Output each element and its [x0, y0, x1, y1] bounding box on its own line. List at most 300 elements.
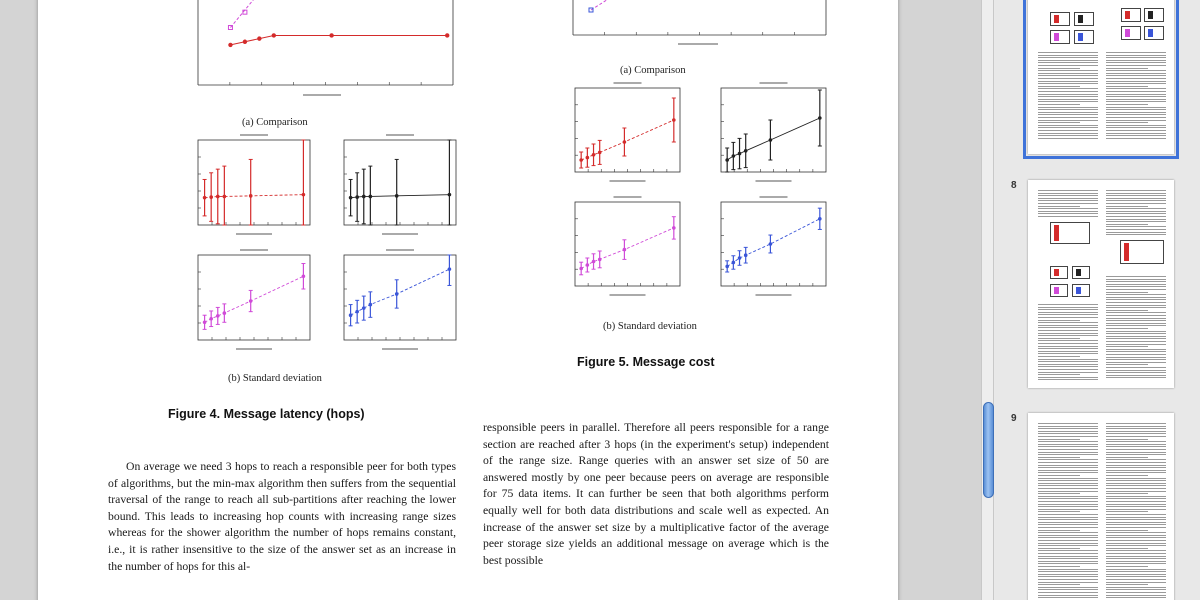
- thumbnail-text-line: [1038, 94, 1098, 95]
- thumbnail-text-line: [1038, 540, 1098, 541]
- thumbnail-text-line: [1106, 589, 1166, 590]
- thumbnail-text-line: [1038, 88, 1098, 89]
- thumbnail-figure: [1050, 222, 1090, 244]
- thumbnail-text-line: [1106, 377, 1166, 378]
- fig4b-blue-data-point: [369, 303, 373, 307]
- thumbnail-text-line: [1106, 325, 1166, 326]
- thumbnail-text-line: [1038, 483, 1098, 484]
- fig4b-magenta-data-point: [216, 314, 220, 318]
- thumbnail-text-line: [1038, 550, 1098, 551]
- fig4b-magenta-title-text: [240, 249, 268, 251]
- fig4b-red-xlabel-text: [236, 233, 272, 235]
- thumbnail-text-line: [1038, 452, 1098, 453]
- fig5b-black-data-point: [769, 138, 773, 142]
- fig5b-blue-title-text: [760, 196, 788, 198]
- thumbnail-figure: [1074, 12, 1094, 26]
- thumbnail-text-line: [1106, 563, 1166, 564]
- fig4b-red-data-point: [223, 195, 227, 199]
- thumbnail-figure-mark: [1076, 269, 1081, 276]
- thumbnail-figure-mark: [1148, 11, 1153, 19]
- thumbnail-text-line: [1038, 592, 1098, 593]
- fig5b-red-title-text: [614, 82, 642, 84]
- fig4b-magenta-data-point: [249, 299, 253, 303]
- thumbnail-figure-mark: [1054, 287, 1059, 294]
- thumbnail-text-line: [1038, 457, 1080, 458]
- thumbnail-text-line: [1106, 457, 1148, 458]
- page-thumbnail-8[interactable]: [1028, 180, 1174, 388]
- thumbnail-text-line: [1038, 340, 1098, 341]
- thumbnail-text-line: [1038, 127, 1098, 128]
- thumbnail-text-line: [1038, 374, 1080, 375]
- fig4b-blue-title-text: [386, 249, 414, 251]
- thumbnail-text-line: [1038, 200, 1098, 201]
- thumbnail-text-line: [1038, 558, 1098, 559]
- fig5b-magenta-data-point: [586, 263, 590, 267]
- thumbnail-text-line: [1106, 94, 1166, 95]
- thumbnail-text-line: [1106, 465, 1166, 466]
- thumbnail-text-line: [1106, 550, 1166, 551]
- thumbnail-text-line: [1038, 537, 1098, 538]
- thumbnail-text-line: [1106, 307, 1166, 308]
- thumbnail-text-line: [1038, 133, 1098, 134]
- thumbnail-text-line: [1106, 52, 1166, 53]
- thumbnail-text-line: [1038, 491, 1098, 492]
- thumbnail-text-line: [1106, 579, 1166, 580]
- thumbnail-text-line: [1038, 514, 1098, 515]
- thumbnail-text-line: [1038, 356, 1080, 357]
- thumbnail-text-line: [1038, 446, 1098, 447]
- thumbnail-text-line: [1038, 70, 1098, 71]
- thumbnail-text-line: [1038, 343, 1098, 344]
- thumbnail-text-line: [1106, 55, 1166, 56]
- thumbnail-text-line: [1038, 441, 1098, 442]
- thumbnail-text-line: [1106, 211, 1166, 212]
- thumbnail-text-line: [1038, 509, 1098, 510]
- thumbnail-text-line: [1106, 444, 1166, 445]
- thumbnail-text-line: [1038, 112, 1098, 113]
- thumbnail-text-line: [1106, 200, 1166, 201]
- thumbnail-text-line: [1038, 488, 1098, 489]
- thumbnail-text-line: [1106, 467, 1166, 468]
- thumbnail-text-line: [1106, 364, 1148, 365]
- thumbnail-text-line: [1106, 135, 1166, 136]
- thumbnail-text-line: [1106, 104, 1148, 105]
- fig5b-black-data-point: [818, 116, 822, 120]
- thumbnail-text-line: [1106, 81, 1166, 82]
- thumbnail-text-line: [1106, 548, 1148, 549]
- thumbnail-text-line: [1106, 485, 1166, 486]
- thumbnail-figure-mark: [1078, 33, 1083, 41]
- fig5b-magenta-data-point: [598, 258, 602, 262]
- thumbnail-text-line: [1106, 336, 1166, 337]
- thumbnail-text-line: [1038, 206, 1080, 207]
- thumbnail-text-line: [1038, 73, 1098, 74]
- fig4b-black-frame: [344, 140, 456, 225]
- thumbnail-text-line: [1038, 114, 1098, 115]
- scrollbar-thumb[interactable]: [983, 402, 994, 498]
- thumbnail-text-line: [1038, 52, 1098, 53]
- thumbnail-text-line: [1106, 354, 1166, 355]
- thumbnail-text-line: [1038, 314, 1098, 315]
- fig4a-minmax-line: [230, 0, 288, 28]
- thumbnail-text-line: [1038, 377, 1098, 378]
- thumbnail-text-line: [1106, 297, 1166, 298]
- thumbnail-text-line: [1106, 213, 1166, 214]
- thumbnail-text-line: [1106, 537, 1166, 538]
- thumbnail-text-line: [1106, 496, 1166, 497]
- thumbnail-text-line: [1106, 294, 1166, 295]
- vertical-scrollbar[interactable]: [981, 0, 994, 600]
- thumbnail-text-line: [1106, 423, 1166, 424]
- fig4a-shower-point: [228, 43, 232, 47]
- thumbnail-text-line: [1038, 532, 1098, 533]
- thumbnail-text-line: [1106, 117, 1166, 118]
- thumbnail-text-line: [1038, 120, 1098, 121]
- thumbnail-text-line: [1038, 330, 1098, 331]
- fig4a-shower-point: [329, 33, 333, 37]
- fig5b-magenta-title-text: [614, 196, 642, 198]
- thumbnail-text-line: [1106, 60, 1166, 61]
- thumbnail-text-line: [1038, 519, 1098, 520]
- thumbnail-text-line: [1106, 428, 1166, 429]
- figure4a-caption: (a) Comparison: [242, 117, 308, 128]
- thumbnail-text-line: [1106, 328, 1148, 329]
- thumbnail-text-line: [1106, 459, 1166, 460]
- thumbnail-text-line: [1106, 517, 1166, 518]
- thumbnail-figure-mark: [1054, 225, 1059, 241]
- fig5b-red-data-point: [623, 140, 627, 144]
- thumbnail-text-line: [1038, 485, 1098, 486]
- thumbnail-text-line: [1038, 213, 1098, 214]
- fig5b-blue-data-point: [725, 265, 729, 269]
- thumbnail-text-line: [1106, 367, 1166, 368]
- thumbnail-text-line: [1038, 122, 1080, 123]
- fig4a-shower-point: [243, 40, 247, 44]
- thumbnail-text-line: [1106, 349, 1166, 350]
- thumbnail-text-line: [1106, 574, 1166, 575]
- thumbnail-text-line: [1106, 506, 1166, 507]
- thumbnail-text-line: [1106, 96, 1166, 97]
- thumbnail-text-line: [1038, 83, 1098, 84]
- thumbnail-text-line: [1038, 428, 1098, 429]
- thumbnail-text-line: [1106, 504, 1166, 505]
- thumbnail-figure: [1120, 240, 1164, 264]
- thumbnail-text-line: [1106, 284, 1166, 285]
- fig4b-black-data-point: [349, 196, 353, 200]
- fig5b-magenta-data-point: [592, 260, 596, 264]
- thumbnail-figure: [1121, 8, 1141, 22]
- thumbnail-text-line: [1106, 203, 1166, 204]
- thumbnail-text-line: [1038, 109, 1098, 110]
- page-number-9: 9: [1011, 413, 1017, 424]
- thumbnail-text-line: [1038, 475, 1080, 476]
- thumbnail-text-line: [1038, 91, 1098, 92]
- fig4b-red-data-point: [209, 195, 213, 199]
- thumbnail-text-line: [1106, 488, 1166, 489]
- thumbnail-text-line: [1038, 208, 1098, 209]
- fig5b-black-data-point: [732, 154, 736, 158]
- thumbnail-text-line: [1038, 511, 1080, 512]
- thumbnail-text-line: [1038, 571, 1098, 572]
- figure5-title: Figure 5. Message cost: [577, 355, 715, 369]
- fig5b-black-data-point: [725, 158, 729, 162]
- body-text-left: On average we need 3 hops to reach a responsible peer for both types of algorithms, but the min-max algorithm then suffers from the sequential traversal of the range to reach all sub-partitions after reaching the lower bound. This leads to increasing hop counts with increasing range sizes whereas for the shower algorithm the number of hops remains constant, i.e., it is rather insensitive to the size of the answer set as an increase in the number of hops for this al-: [108, 460, 456, 573]
- thumbnail-text-line: [1106, 198, 1166, 199]
- thumbnail-text-line: [1038, 436, 1098, 437]
- thumbnail-text-line: [1106, 109, 1166, 110]
- thumbnail-text-line: [1106, 532, 1166, 533]
- thumbnail-text-line: [1038, 459, 1098, 460]
- thumbnail-text-line: [1038, 522, 1098, 523]
- thumbnail-text-line: [1038, 68, 1080, 69]
- thumbnail-text-line: [1038, 125, 1098, 126]
- thumbnail-text-line: [1106, 370, 1166, 371]
- fig4b-magenta-frame: [198, 255, 310, 340]
- thumbnail-text-line: [1106, 498, 1166, 499]
- thumbnail-text-line: [1106, 101, 1166, 102]
- thumbnail-text-line: [1038, 569, 1098, 570]
- figure5a-caption: (a) Comparison: [620, 65, 686, 76]
- thumbnail-text-line: [1106, 530, 1148, 531]
- fig5b-black-data-point: [744, 149, 748, 153]
- thumbnail-text-line: [1106, 193, 1166, 194]
- thumbnail-text-line: [1038, 307, 1098, 308]
- thumbnail-text-line: [1106, 470, 1166, 471]
- thumbnail-text-line: [1038, 338, 1080, 339]
- page-thumbnail-7[interactable]: [1028, 0, 1174, 154]
- thumbnail-text-line: [1038, 582, 1098, 583]
- thumbnail-text-line: [1038, 366, 1098, 367]
- thumbnail-text-line: [1106, 302, 1166, 303]
- pdf-page: [38, 0, 898, 600]
- thumbnail-text-line: [1106, 514, 1166, 515]
- thumbnail-text-line: [1038, 563, 1098, 564]
- fig5b-blue-data-point: [818, 217, 822, 221]
- fig4b-blue-data-point: [448, 267, 452, 271]
- thumbnail-text-line: [1038, 462, 1098, 463]
- thumbnail-text-line: [1106, 478, 1166, 479]
- thumbnail-text-line: [1106, 234, 1166, 235]
- thumbnail-figure-mark: [1054, 269, 1059, 276]
- thumbnail-text-line: [1038, 107, 1098, 108]
- thumbnail-text-line: [1106, 558, 1166, 559]
- thumbnail-text-line: [1106, 315, 1166, 316]
- fig4b-blue-xlabel-text: [382, 348, 418, 350]
- fig4b-black-data-point: [395, 194, 399, 198]
- thumbnail-text-line: [1106, 362, 1166, 363]
- thumbnail-text-line: [1106, 576, 1166, 577]
- thumbnail-figure-mark: [1125, 11, 1130, 19]
- fig5b-blue-frame: [721, 202, 826, 286]
- fig4b-black-data-point: [369, 195, 373, 199]
- thumbnail-text-line: [1038, 62, 1098, 63]
- thumbnail-text-line: [1106, 86, 1148, 87]
- thumbnail-text-line: [1038, 333, 1098, 334]
- thumbnail-text-line: [1106, 597, 1166, 598]
- thumbnail-figure: [1050, 30, 1070, 44]
- thumbnail-text-line: [1038, 467, 1098, 468]
- fig5b-blue-xlabel-text: [756, 294, 792, 296]
- thumbnail-text-line: [1038, 574, 1098, 575]
- thumbnail-text-line: [1106, 584, 1148, 585]
- thumbnail-text-line: [1106, 527, 1166, 528]
- fig4b-magenta-data-point: [302, 274, 306, 278]
- thumbnail-text-line: [1038, 530, 1080, 531]
- thumbnail-text-line: [1038, 361, 1098, 362]
- thumbnail-text-line: [1106, 107, 1166, 108]
- fig4a-shower-line: [230, 35, 447, 44]
- thumbnail-text-line: [1106, 561, 1166, 562]
- thumbnail-text-line: [1038, 579, 1098, 580]
- fig4b-magenta-data-point: [209, 317, 213, 321]
- thumbnail-figure: [1050, 284, 1068, 297]
- fig5b-black-title-text: [760, 82, 788, 84]
- thumbnail-text-line: [1106, 375, 1166, 376]
- thumbnail-text-line: [1106, 224, 1148, 225]
- fig5b-black-frame: [721, 88, 826, 172]
- thumbnail-text-line: [1038, 444, 1098, 445]
- thumbnail-text-line: [1106, 73, 1166, 74]
- thumbnail-text-line: [1038, 465, 1098, 466]
- page-thumbnail-9[interactable]: [1028, 413, 1174, 600]
- thumbnail-text-line: [1038, 335, 1098, 336]
- fig5b-red-data-point: [586, 156, 590, 160]
- thumbnail-text-line: [1038, 327, 1098, 328]
- thumbnail-text-line: [1106, 341, 1166, 342]
- fig5b-blue-data-point: [738, 256, 742, 260]
- fig4b-red-data-point: [302, 193, 306, 197]
- thumbnail-text-line: [1106, 299, 1166, 300]
- thumbnail-text-line: [1038, 584, 1080, 585]
- thumbnail-text-line: [1038, 504, 1098, 505]
- thumbnail-text-line: [1038, 426, 1098, 427]
- thumbnail-text-line: [1106, 535, 1166, 536]
- thumbnail-text-line: [1106, 433, 1166, 434]
- thumbnail-text-line: [1106, 195, 1166, 196]
- fig5b-red-frame: [575, 88, 680, 172]
- thumbnail-text-line: [1038, 493, 1080, 494]
- thumbnail-text-line: [1106, 571, 1166, 572]
- fig4a-shower-point: [272, 33, 276, 37]
- thumbnail-figure-mark: [1124, 243, 1129, 261]
- thumbnail-text-line: [1106, 501, 1166, 502]
- thumbnail-text-line: [1106, 127, 1166, 128]
- fig4a-shower-point: [445, 33, 449, 37]
- thumbnail-text-line: [1106, 480, 1166, 481]
- thumbnail-text-line: [1106, 338, 1166, 339]
- thumbnail-figure: [1072, 284, 1090, 297]
- thumbnail-figure-mark: [1054, 33, 1059, 41]
- thumbnail-text-line: [1106, 91, 1166, 92]
- thumbnail-text-line: [1106, 78, 1166, 79]
- thumbnail-text-line: [1038, 101, 1098, 102]
- thumbnail-text-line: [1038, 431, 1098, 432]
- thumbnail-text-line: [1038, 346, 1098, 347]
- thumbnail-text-line: [1106, 83, 1166, 84]
- fig4b-red-data-point: [249, 194, 253, 198]
- fig5b-red-data-point: [579, 158, 583, 162]
- thumbnail-text-line: [1106, 70, 1166, 71]
- thumbnail-text-line: [1106, 305, 1166, 306]
- thumbnail-text-line: [1106, 524, 1166, 525]
- fig4b-magenta-data-point: [223, 311, 227, 315]
- thumbnail-text-line: [1038, 190, 1098, 191]
- thumbnail-text-line: [1038, 348, 1098, 349]
- thumbnail-text-line: [1038, 501, 1098, 502]
- thumbnail-text-line: [1038, 472, 1098, 473]
- thumbnail-text-line: [1038, 587, 1098, 588]
- fig4b-blue-data-point: [355, 310, 359, 314]
- thumbnail-text-line: [1106, 99, 1166, 100]
- thumbnail-text-line: [1106, 452, 1166, 453]
- thumbnail-text-line: [1038, 57, 1098, 58]
- fig5b-blue-series-line: [727, 219, 820, 267]
- fig5b-red-data-point: [672, 118, 676, 122]
- thumbnail-figure-mark: [1148, 29, 1153, 37]
- thumbnail-text-line: [1038, 506, 1098, 507]
- thumbnail-figure-mark: [1076, 287, 1081, 294]
- thumbnail-text-line: [1038, 198, 1098, 199]
- thumbnail-text-line: [1038, 138, 1098, 139]
- thumbnail-text-line: [1038, 60, 1098, 61]
- thumbnail-text-line: [1106, 454, 1166, 455]
- fig4b-red-data-point: [216, 195, 220, 199]
- thumbnail-text-line: [1106, 68, 1148, 69]
- thumbnail-text-line: [1106, 65, 1166, 66]
- thumbnail-figure: [1050, 266, 1068, 279]
- fig5b-blue-data-point: [769, 242, 773, 246]
- thumbnail-text-line: [1038, 548, 1080, 549]
- thumbnail-text-line: [1106, 88, 1166, 89]
- thumbnail-text-line: [1106, 320, 1166, 321]
- thumbnail-text-line: [1038, 454, 1098, 455]
- thumbnail-text-line: [1038, 379, 1098, 380]
- fig5b-black-xlabel-text: [756, 180, 792, 182]
- fig4b-magenta-xlabel-text: [236, 348, 272, 350]
- thumbnail-text-line: [1038, 135, 1098, 136]
- thumbnail-text-line: [1106, 509, 1166, 510]
- thumbnail-text-line: [1106, 441, 1166, 442]
- fig4b-red-frame: [198, 140, 310, 225]
- thumbnail-text-line: [1038, 104, 1080, 105]
- thumbnail-text-line: [1106, 431, 1166, 432]
- thumbnail-text-line: [1038, 561, 1098, 562]
- thumbnail-text-line: [1106, 346, 1148, 347]
- thumbnail-text-line: [1038, 449, 1098, 450]
- thumbnail-text-line: [1038, 130, 1098, 131]
- thumbnail-text-line: [1038, 353, 1098, 354]
- fig4b-magenta-data-point: [203, 320, 207, 324]
- thumbnail-text-line: [1106, 446, 1166, 447]
- thumbnail-text-line: [1038, 498, 1098, 499]
- thumbnail-text-line: [1038, 589, 1098, 590]
- thumbnail-text-line: [1106, 221, 1166, 222]
- thumbnail-text-line: [1106, 190, 1166, 191]
- thumbnail-text-line: [1038, 566, 1080, 567]
- fig5b-magenta-data-point: [672, 226, 676, 230]
- fig4a-shower-point: [257, 36, 261, 40]
- thumbnail-text-line: [1106, 472, 1166, 473]
- thumbnail-text-line: [1106, 310, 1148, 311]
- fig5b-magenta-data-point: [579, 267, 583, 271]
- thumbnail-text-line: [1106, 120, 1166, 121]
- thumbnail-figure: [1072, 266, 1090, 279]
- thumbnail-text-line: [1038, 312, 1098, 313]
- thumbnail-text-line: [1038, 351, 1098, 352]
- thumbnail-text-line: [1106, 323, 1166, 324]
- thumbnail-text-line: [1106, 491, 1166, 492]
- thumbnail-text-line: [1038, 325, 1098, 326]
